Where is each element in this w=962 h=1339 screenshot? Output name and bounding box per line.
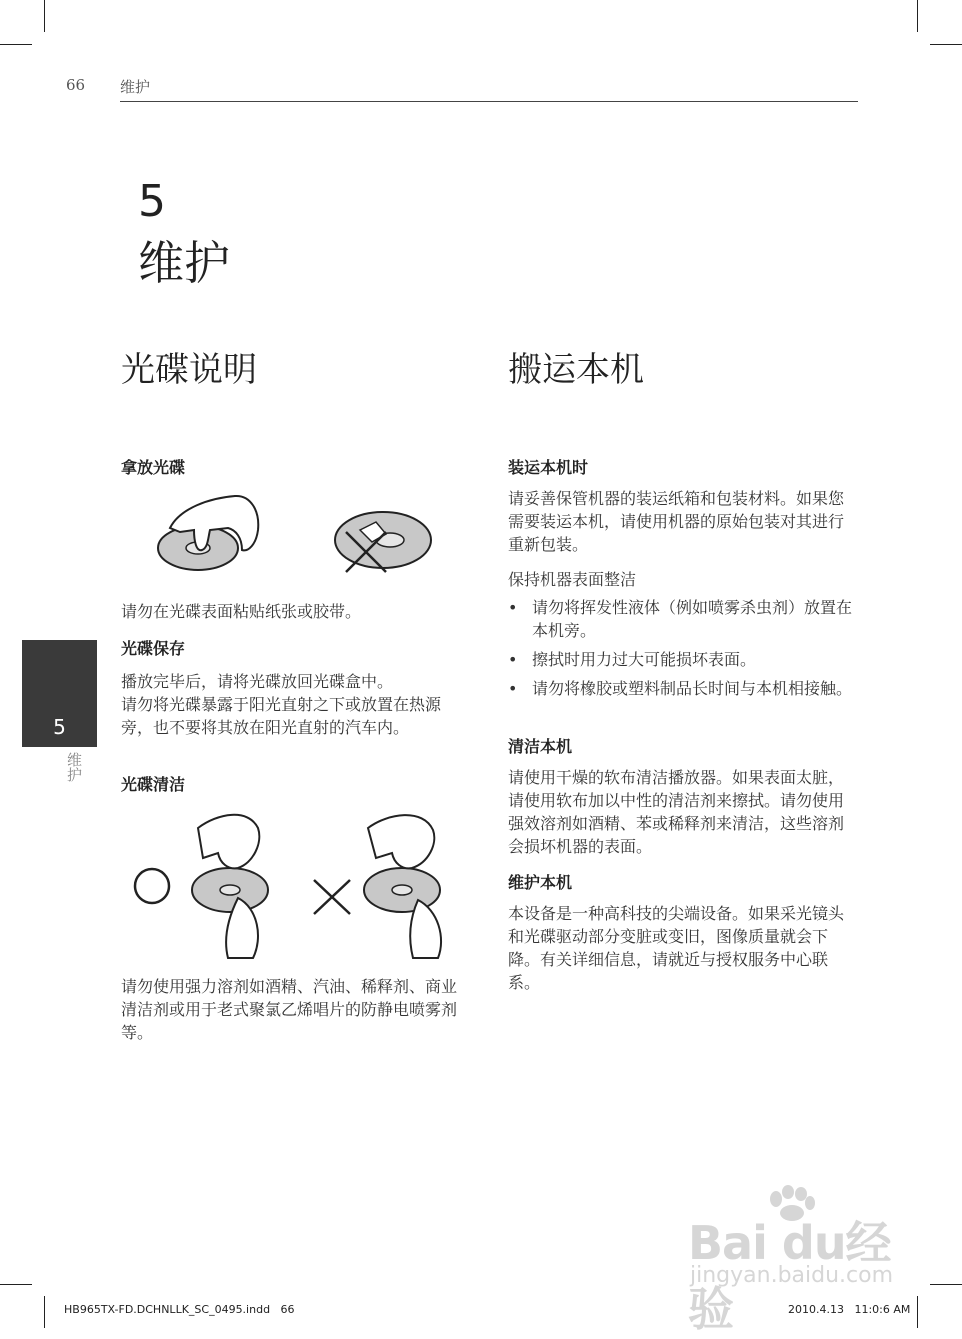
bullet-symbol: • xyxy=(508,650,518,669)
disc-icon xyxy=(364,868,440,912)
heading-handling: 拿放光碟 xyxy=(121,458,186,477)
side-tab-label: 维护 xyxy=(65,752,83,782)
header-title: 维护 xyxy=(120,78,151,96)
bullet-symbol: • xyxy=(508,679,518,698)
section-title-transport: 搬运本机 xyxy=(508,350,644,390)
section-title-disc: 光碟说明 xyxy=(121,350,257,390)
list-item xyxy=(508,596,853,642)
text-shipping: 请妥善保管机器的装运纸箱和包装材料。如果您需要装运本机，请使用机器的原始包装对其进行重新包装。 xyxy=(508,489,845,554)
crop-mark xyxy=(44,1296,45,1328)
heading-storage: 光碟保存 xyxy=(121,639,186,658)
bullet-text: 请勿将挥发性液体（例如喷雾杀虫剂）放置在本机旁。 xyxy=(532,598,853,640)
chapter-title: 维护 xyxy=(138,236,230,290)
watermark-logo-text: Bai du经验 xyxy=(688,1216,891,1336)
crop-mark xyxy=(0,1284,32,1285)
text-handling: 请勿在光碟表面粘贴纸张或胶带。 xyxy=(121,602,362,621)
text-storage-2: 请勿将光碟暴露于阳光直射之下或放置在热源旁，也不要将其放在阳光直射的汽车内。 xyxy=(121,695,442,737)
disc-handling-illustration xyxy=(150,490,450,585)
disc-cleaning-illustration xyxy=(128,808,468,963)
chapter-number: 5 xyxy=(138,176,166,227)
heading-maintenance: 维护本机 xyxy=(508,873,573,892)
list-item xyxy=(508,677,853,700)
disc-icon xyxy=(335,512,431,568)
heading-cleaning: 光碟清洁 xyxy=(121,775,186,794)
text-maintenance: 本设备是一种高科技的尖端设备。如果采光镜头和光碟驱动部分变脏或变旧，图像质量就会下降。有关详细信息，请就近与授权服务中心联系。 xyxy=(508,904,845,992)
bullet-symbol: • xyxy=(508,598,518,617)
chapter-side-tab xyxy=(22,640,97,747)
disc-icon xyxy=(192,868,268,912)
bullet-text: 请勿将橡胶或塑料制品长时间与本机相接触。 xyxy=(532,679,853,698)
wrong-cross-icon xyxy=(314,880,350,914)
list-item xyxy=(508,648,853,671)
text-clean-unit: 请使用干燥的软布清洁播放器。如果表面太脏，请使用软布加以中性的清洁剂来擦拭。请勿使用强效溶剂如酒精、苯或稀释剂来清洁，这些溶剂会损坏机器的表面。 xyxy=(508,768,845,856)
heading-clean-unit: 清洁本机 xyxy=(508,737,573,756)
header-page-number: 66 xyxy=(66,76,86,94)
surface-bullet-list xyxy=(508,596,853,706)
side-tab-number: 5 xyxy=(53,715,66,739)
crop-mark xyxy=(930,44,962,45)
watermark-url: jingyan.baidu.com xyxy=(690,1263,894,1288)
bullet-text: 擦拭时用力过大可能损坏表面。 xyxy=(532,650,757,669)
crop-mark xyxy=(930,1284,962,1285)
header-rule xyxy=(120,101,858,102)
heading-surface: 保持机器表面整洁 xyxy=(508,570,637,589)
heading-shipping: 装运本机时 xyxy=(508,458,589,477)
crop-mark xyxy=(917,0,918,32)
crop-mark xyxy=(0,44,32,45)
footer-file-info: HB965TX-FD.DCHNLLK_SC_0495.indd 66 xyxy=(64,1303,295,1316)
crop-mark xyxy=(44,0,45,32)
text-storage-1: 播放完毕后，请将光碟放回光碟盒中。 xyxy=(121,672,394,691)
crop-mark xyxy=(917,1296,918,1328)
correct-circle-icon xyxy=(135,869,169,903)
footer-date: 2010.4.13 11:0:6 AM xyxy=(788,1303,911,1316)
text-cleaning: 请勿使用强力溶剂如酒精、汽油、稀释剂、商业清洁剂或用于老式聚氯乙烯唱片的防静电喷雾剂等。 xyxy=(121,977,458,1042)
